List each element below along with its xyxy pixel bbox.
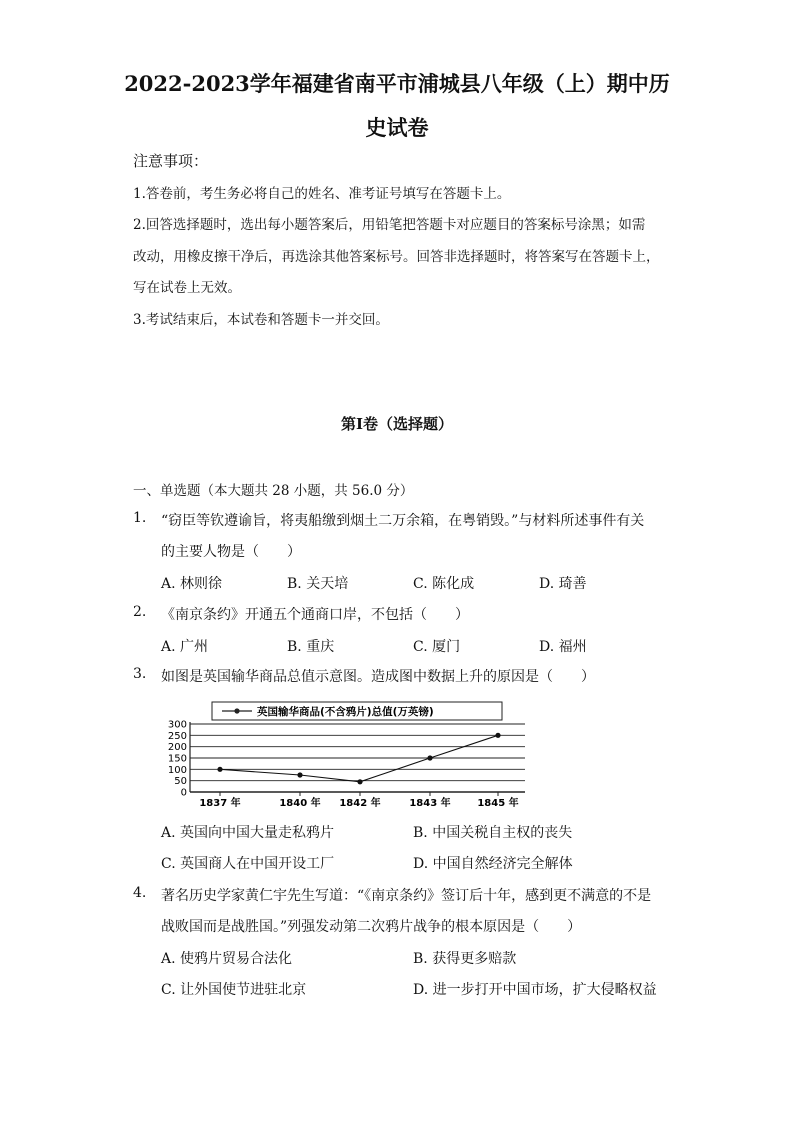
option-c[interactable]: C. 让外国使节进驻北京 bbox=[161, 982, 307, 998]
y-tick-label: 250 bbox=[167, 730, 187, 742]
legend-marker bbox=[234, 708, 239, 713]
option-b[interactable]: B. 中国关税自主权的丧失 bbox=[413, 825, 573, 841]
option-b[interactable]: B. 获得更多赔款 bbox=[413, 951, 517, 967]
question-number: 4. bbox=[133, 885, 147, 901]
legend-label: 英国输华商品(不含鸦片)总值(万英镑) bbox=[257, 706, 434, 718]
chart-x-axis bbox=[199, 792, 518, 808]
option-b[interactable]: B. 重庆 bbox=[287, 639, 335, 655]
x-tick-label: 1843 年 bbox=[409, 798, 451, 808]
question-number: 2. bbox=[133, 604, 147, 620]
chart-legend bbox=[212, 702, 502, 720]
option-a[interactable]: A. 广州 bbox=[161, 639, 209, 655]
notice-item: 写在试卷上无效。 bbox=[133, 280, 241, 296]
option-c[interactable]: C. 厦门 bbox=[413, 639, 461, 655]
x-tick-label: 1845 年 bbox=[477, 798, 519, 808]
y-tick-label: 50 bbox=[174, 776, 187, 788]
x-tick-label: 1840 年 bbox=[279, 798, 321, 808]
section-title: 第I卷（选择题） bbox=[340, 415, 454, 433]
notice-item: 2.回答选择题时，选出每小题答案后，用铅笔把答题卡对应题目的答案标号涂黑；如需 bbox=[133, 217, 646, 233]
option-b[interactable]: B. 关天培 bbox=[287, 576, 349, 592]
chart-series bbox=[217, 733, 500, 785]
option-d[interactable]: D. 中国自然经济完全解体 bbox=[413, 856, 573, 872]
exam-title-line2: 史试卷 bbox=[365, 115, 429, 140]
y-tick-label: 150 bbox=[167, 753, 187, 765]
line-chart bbox=[160, 700, 530, 808]
notice-heading: 注意事项： bbox=[133, 152, 209, 170]
question-text: 战败国而是战胜国。”列强发动第二次鸦片战争的根本原因是（ ） bbox=[161, 919, 582, 935]
data-point bbox=[357, 779, 362, 784]
data-point bbox=[427, 755, 432, 760]
question-text: 如图是英国输华商品总值示意图。造成图中数据上升的原因是（ ） bbox=[161, 669, 595, 685]
question-number: 3. bbox=[133, 666, 147, 682]
option-a[interactable]: A. 英国向中国大量走私鸦片 bbox=[161, 825, 335, 841]
y-tick-label: 300 bbox=[167, 719, 187, 731]
data-point bbox=[495, 733, 500, 738]
data-point bbox=[217, 767, 222, 772]
option-c[interactable]: C. 陈化成 bbox=[413, 576, 475, 592]
question-text: “窃臣等钦遵谕旨，将夷船缴到烟土二万余箱，在粤销毁。”与材料所述事件有关 bbox=[161, 513, 645, 529]
notice-item: 1.答卷前，考生务必将自己的姓名、准考证号填写在答题卡上。 bbox=[133, 186, 511, 202]
data-point bbox=[297, 772, 302, 777]
exam-title-line1: 2022-2023学年福建省南平市浦城县八年级（上）期中历 bbox=[124, 71, 670, 96]
notice-item: 改动，用橡皮擦干净后，再选涂其他答案标号。回答非选择题时，将答案写在答题卡上， bbox=[133, 249, 660, 265]
notice-item: 3.考试结束后，本试卷和答题卡一并交回。 bbox=[133, 312, 389, 328]
y-tick-label: 0 bbox=[180, 787, 187, 799]
option-d[interactable]: D. 福州 bbox=[539, 639, 587, 655]
chart-y-axis bbox=[168, 720, 187, 799]
option-d[interactable]: D. 进一步打开中国市场，扩大侵略权益 bbox=[413, 982, 657, 998]
question-text: 著名历史学家黄仁宇先生写道：“《南京条约》签订后十年，感到更不满意的不是 bbox=[161, 888, 652, 904]
option-d[interactable]: D. 琦善 bbox=[539, 576, 587, 592]
x-tick-label: 1842 年 bbox=[339, 798, 381, 808]
question-text: 的主要人物是（ ） bbox=[161, 544, 301, 560]
part-title: 一、单选题（本大题共 28 小题，共 56.0 分） bbox=[133, 483, 414, 499]
y-tick-label: 200 bbox=[167, 742, 187, 754]
series-line bbox=[220, 735, 498, 781]
x-tick-label: 1837 年 bbox=[199, 798, 241, 808]
y-tick-label: 100 bbox=[167, 764, 187, 776]
question-number: 1. bbox=[133, 510, 147, 526]
option-a[interactable]: A. 林则徐 bbox=[161, 576, 223, 592]
option-a[interactable]: A. 使鸦片贸易合法化 bbox=[161, 951, 293, 967]
question-text: 《南京条约》开通五个通商口岸，不包括（ ） bbox=[161, 607, 469, 623]
option-c[interactable]: C. 英国商人在中国开设工厂 bbox=[161, 856, 335, 872]
